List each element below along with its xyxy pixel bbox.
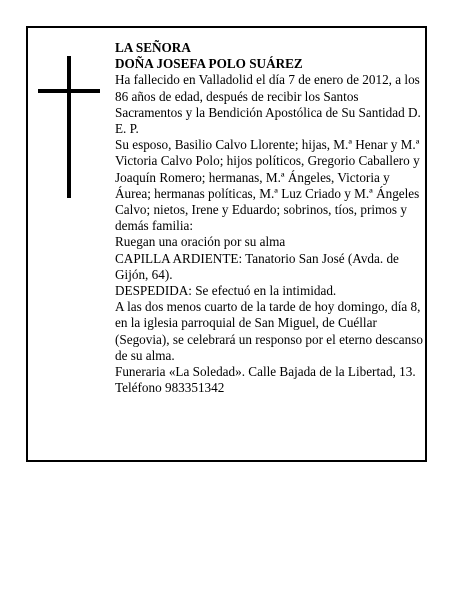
notice-title: LA SEÑORA [115, 40, 191, 55]
cross-horizontal-bar [38, 89, 100, 93]
death-announcement: Ha fallecido en Valladolid el día 7 de enero de 2012, a los 86 años de edad, después de recibir los Santos Sacramentos y la Bendición Apostólica de Su Santidad D. E. P. [115, 72, 421, 137]
prayer-request: Ruegan una oración por su alma [115, 234, 286, 250]
deceased-name: DOÑA JOSEFA POLO SUÁREZ [115, 56, 303, 72]
notice-text [115, 40, 427, 396]
farewell-note: DESPEDIDA: Se efectuó en la intimidad. [115, 283, 337, 299]
family-list: Su esposo, Basilio Calvo Llorente; hijas, M.ª Henar y M.ª Victoria Calvo Polo; hijos políticos, Gregorio Caballero y Joaquín Romero; hermanas, M.ª Ángeles, Victoria y Áurea; hermanas políticas, M.ª Luz Criado y M.ª Ángeles Calvo; nietos, Irene y Eduardo; sobrinos, tíos, primos y demás familia: [115, 137, 420, 234]
funeral-chapel: CAPILLA ARDIENTE: Tanatorio San José (Avda. de Gijón, 64). [115, 250, 399, 282]
obituary-notice [26, 26, 427, 462]
cross-vertical-bar [67, 56, 71, 198]
latin-cross-icon [38, 56, 100, 198]
funeral-home-contact: Funeraria «La Soledad». Calle Bajada de la Libertad, 13. Teléfono 983351342 [115, 364, 416, 396]
responsory-service: A las dos menos cuarto de la tarde de hoy domingo, día 8, en la iglesia parroquial de San Miguel, de Cuéllar (Segovia), se celebrará un responso por el eterno descanso de su alma. [115, 299, 423, 363]
